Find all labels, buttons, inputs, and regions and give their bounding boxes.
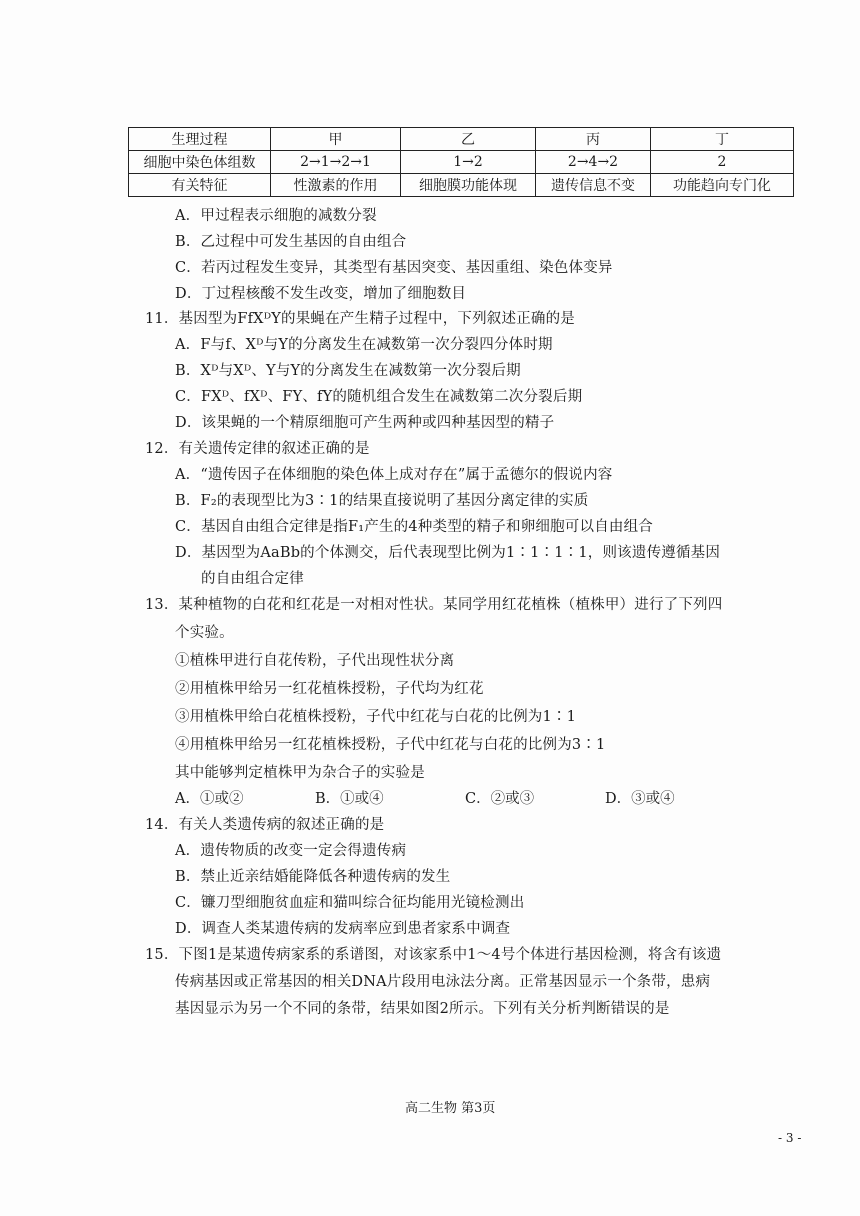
- q10-option-a: A．甲过程表示细胞的减数分裂: [175, 208, 377, 224]
- q14-option-a: A．遗传物质的改变一定会得遗传病: [175, 843, 407, 859]
- q13-option-c: C．②或③: [465, 791, 535, 807]
- q12-option-b: B．F₂的表现型比为3∶1的结果直接说明了基因分离定律的实质: [175, 493, 589, 509]
- q12-option-d: D．基因型为AaBb的个体测交，后代表现型比例为1∶1∶1∶1，则该遗传遵循基因: [175, 545, 721, 561]
- q10-option-d: D．丁过程核酸不发生改变，增加了细胞数目: [175, 286, 467, 302]
- q13-experiment-4: ④用植株甲给另一红花植株授粉，子代中红花与白花的比例为3∶1: [175, 737, 606, 753]
- table-cell: 2→4→2: [536, 151, 651, 174]
- table-cell: 1→2: [401, 151, 536, 174]
- q13-option-d: D．③或④: [605, 791, 675, 807]
- table-cell: 细胞膜功能体现: [401, 174, 536, 197]
- q14-option-c: C．镰刀型细胞贫血症和猫叫综合征均能用光镜检测出: [175, 895, 525, 911]
- table-cell: 乙: [401, 128, 536, 151]
- table-cell: 甲: [271, 128, 401, 151]
- q11-option-d: D．该果蝇的一个精原细胞可产生两种或四种基因型的精子: [175, 415, 555, 431]
- q12-option-d-continued: 的自由组合定律: [201, 571, 304, 587]
- q13-question: 其中能够判定植株甲为杂合子的实验是: [175, 765, 425, 781]
- table-cell: 生理过程: [129, 128, 271, 151]
- table-cell: 遗传信息不变: [536, 174, 651, 197]
- q15-stem-line-2: 传病基因或正常基因的相关DNA片段用电泳法分离。正常基因显示一个条带，患病: [175, 974, 711, 990]
- page-footer: 高二生物 第3页: [405, 1101, 496, 1116]
- table-row: [129, 151, 794, 174]
- q13-options: [175, 789, 735, 809]
- table-cell: 丁: [651, 128, 794, 151]
- q13-stem: 13．某种植物的白花和红花是一对相对性状。某同学用红花植株（植株甲）进行了下列四: [145, 597, 723, 613]
- q14-option-d: D．调查人类某遗传病的发病率应到患者家系中调查: [175, 921, 511, 937]
- q11-option-c: C．FXᴰ、fXᴰ、FY、fY的随机组合发生在减数第二次分裂后期: [175, 389, 583, 405]
- page-number: - 3 -: [778, 1131, 802, 1145]
- cell-process-table: [128, 127, 794, 197]
- q13-stem-continued: 个实验。: [175, 625, 234, 641]
- q11-option-a: A．F与f、Xᴰ与Y的分离发生在减数第一次分裂四分体时期: [175, 337, 553, 353]
- table-cell: 功能趋向专门化: [651, 174, 794, 197]
- q11-stem: 11．基因型为FfXᴰY的果蝇在产生精子过程中，下列叙述正确的是: [145, 311, 575, 327]
- q13-experiment-3: ③用植株甲给白花植株授粉，子代中红花与白花的比例为1∶1: [175, 709, 577, 725]
- table-cell: 性激素的作用: [271, 174, 401, 197]
- table-cell: 丙: [536, 128, 651, 151]
- q13-option-b: B．①或④: [315, 791, 384, 807]
- q10-option-c: C．若丙过程发生变异，其类型有基因突变、基因重组、染色体变异: [175, 260, 613, 276]
- q13-experiment-1: ①植株甲进行自花传粉，子代出现性状分离: [175, 653, 455, 669]
- q12-stem: 12．有关遗传定律的叙述正确的是: [145, 441, 370, 457]
- q10-option-b: B．乙过程中可发生基因的自由组合: [175, 234, 407, 250]
- q13-experiment-2: ②用植株甲给另一红花植株授粉，子代均为红花: [175, 681, 484, 697]
- q14-option-b: B．禁止近亲结婚能降低各种遗传病的发生: [175, 869, 451, 885]
- q15-stem-line-1: 15．下图1是某遗传病家系的系谱图，对该家系中1～4号个体进行基因检测，将含有该遗: [145, 947, 722, 963]
- q14-stem: 14．有关人类遗传病的叙述正确的是: [145, 817, 385, 833]
- table-cell: 有关特征: [129, 174, 271, 197]
- table-row: [129, 174, 794, 197]
- q12-option-a: A．“遗传因子在体细胞的染色体上成对存在”属于孟德尔的假说内容: [175, 467, 613, 483]
- table-cell: 2: [651, 151, 794, 174]
- q15-stem-line-3: 基因显示为另一个不同的条带，结果如图2所示。下列有关分析判断错误的是: [175, 1001, 670, 1017]
- table-cell: 细胞中染色体组数: [129, 151, 271, 174]
- table-cell: 2→1→2→1: [271, 151, 401, 174]
- q11-option-b: B．Xᴰ与Xᴰ、Y与Y的分离发生在减数第一次分裂后期: [175, 363, 521, 379]
- table-row: [129, 128, 794, 151]
- q12-option-c: C．基因自由组合定律是指F₁产生的4种类型的精子和卵细胞可以自由组合: [175, 519, 653, 535]
- q13-option-a: A．①或②: [175, 791, 244, 807]
